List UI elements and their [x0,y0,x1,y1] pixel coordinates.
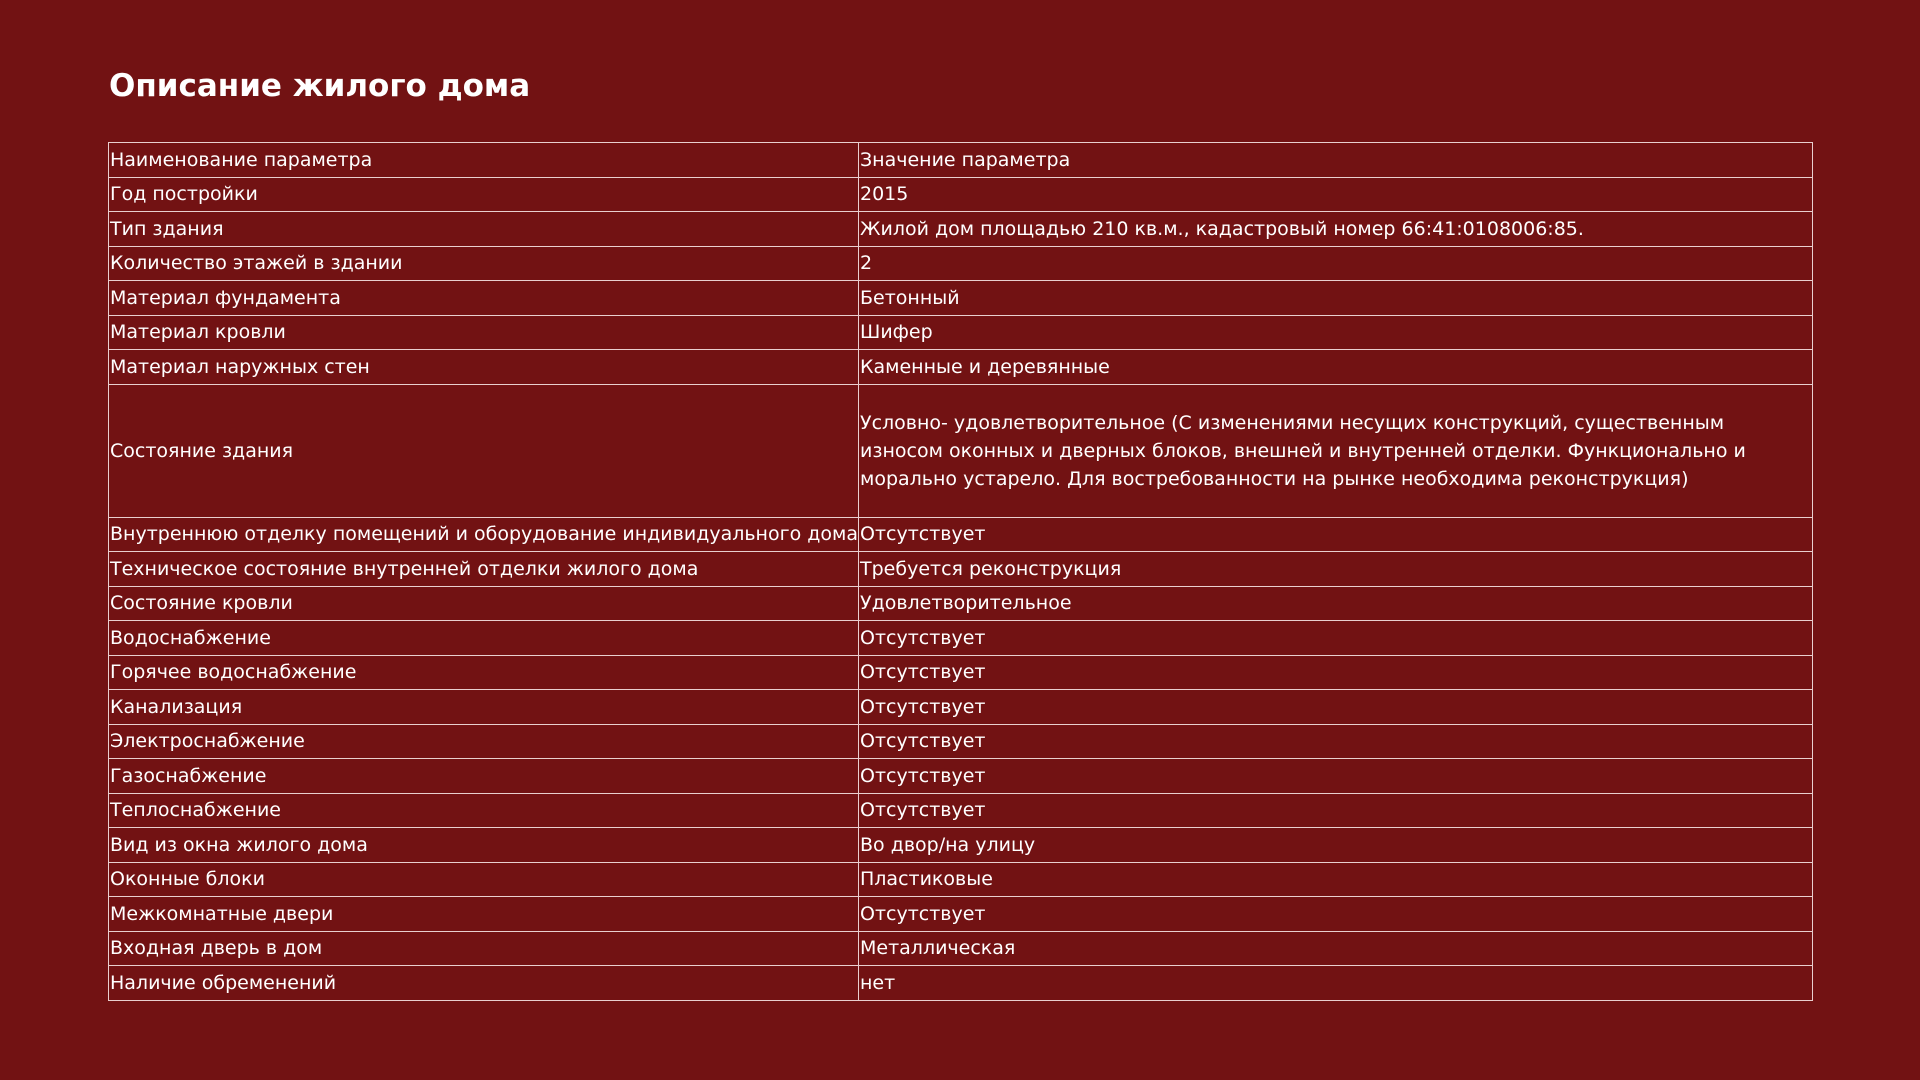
parameter-cell: Материал фундамента [109,281,859,316]
value-cell: Шифер [859,315,1813,350]
value-cell: Металлическая [859,931,1813,966]
value-cell: Бетонный [859,281,1813,316]
table-row [109,621,1813,656]
parameter-cell: Канализация [109,690,859,725]
table-row [109,586,1813,621]
parameter-cell: Количество этажей в здании [109,246,859,281]
table-header-row [109,143,1813,178]
table-row [109,759,1813,794]
header-cell-value: Значение параметра [859,143,1813,178]
value-cell: Отсутствует [859,793,1813,828]
parameter-cell: Оконные блоки [109,862,859,897]
table-row [109,793,1813,828]
parameter-cell: Горячее водоснабжение [109,655,859,690]
value-cell: нет [859,966,1813,1001]
table-row [109,862,1813,897]
parameter-cell: Тип здания [109,212,859,247]
parameter-cell: Газоснабжение [109,759,859,794]
value-cell: Каменные и деревянные [859,350,1813,385]
parameter-cell: Водоснабжение [109,621,859,656]
table-row [109,828,1813,863]
table-row [109,655,1813,690]
value-cell: Удовлетворительное [859,586,1813,621]
parameter-cell: Внутреннюю отделку помещений и оборудование индивидуального дома [109,517,859,552]
table-row [109,517,1813,552]
value-cell: Отсутствует [859,690,1813,725]
value-cell: Отсутствует [859,621,1813,656]
value-cell: Требуется реконструкция [859,552,1813,587]
parameter-cell: Состояние кровли [109,586,859,621]
table-row [109,552,1813,587]
parameters-table-container [108,142,1812,1001]
parameter-cell: Техническое состояние внутренней отделки жилого дома [109,552,859,587]
parameter-cell: Входная дверь в дом [109,931,859,966]
table-row [109,246,1813,281]
parameter-cell: Наличие обременений [109,966,859,1001]
parameter-cell: Вид из окна жилого дома [109,828,859,863]
value-cell: Отсутствует [859,759,1813,794]
parameter-cell: Электроснабжение [109,724,859,759]
value-cell: 2015 [859,177,1813,212]
value-cell: Отсутствует [859,517,1813,552]
table-row [109,212,1813,247]
parameter-cell: Год постройки [109,177,859,212]
table-row [109,350,1813,385]
table-row [109,897,1813,932]
page-title: Описание жилого дома [109,68,531,104]
value-cell: 2 [859,246,1813,281]
table-row [109,177,1813,212]
parameter-cell: Материал наружных стен [109,350,859,385]
parameters-table [108,142,1813,1001]
table-row [109,690,1813,725]
table-row [109,281,1813,316]
table-row [109,315,1813,350]
value-cell: Пластиковые [859,862,1813,897]
parameter-cell: Теплоснабжение [109,793,859,828]
parameter-cell: Состояние здания [109,384,859,517]
value-cell: Отсутствует [859,724,1813,759]
value-cell: Условно- удовлетворительное (С изменениями несущих конструкций, существенным износом оконных и дверных блоков, внешней и внутренней отделки. Функционально и морально устарело. Для востребованности на рынке необходима реконструкция) [859,384,1813,517]
value-cell: Жилой дом площадью 210 кв.м., кадастровый номер 66:41:0108006:85. [859,212,1813,247]
header-cell-parameter: Наименование параметра [109,143,859,178]
parameter-cell: Материал кровли [109,315,859,350]
value-cell: Во двор/на улицу [859,828,1813,863]
table-row [109,966,1813,1001]
table-row [109,724,1813,759]
parameter-cell: Межкомнатные двери [109,897,859,932]
value-cell: Отсутствует [859,897,1813,932]
value-cell: Отсутствует [859,655,1813,690]
table-row [109,384,1813,517]
table-row [109,931,1813,966]
